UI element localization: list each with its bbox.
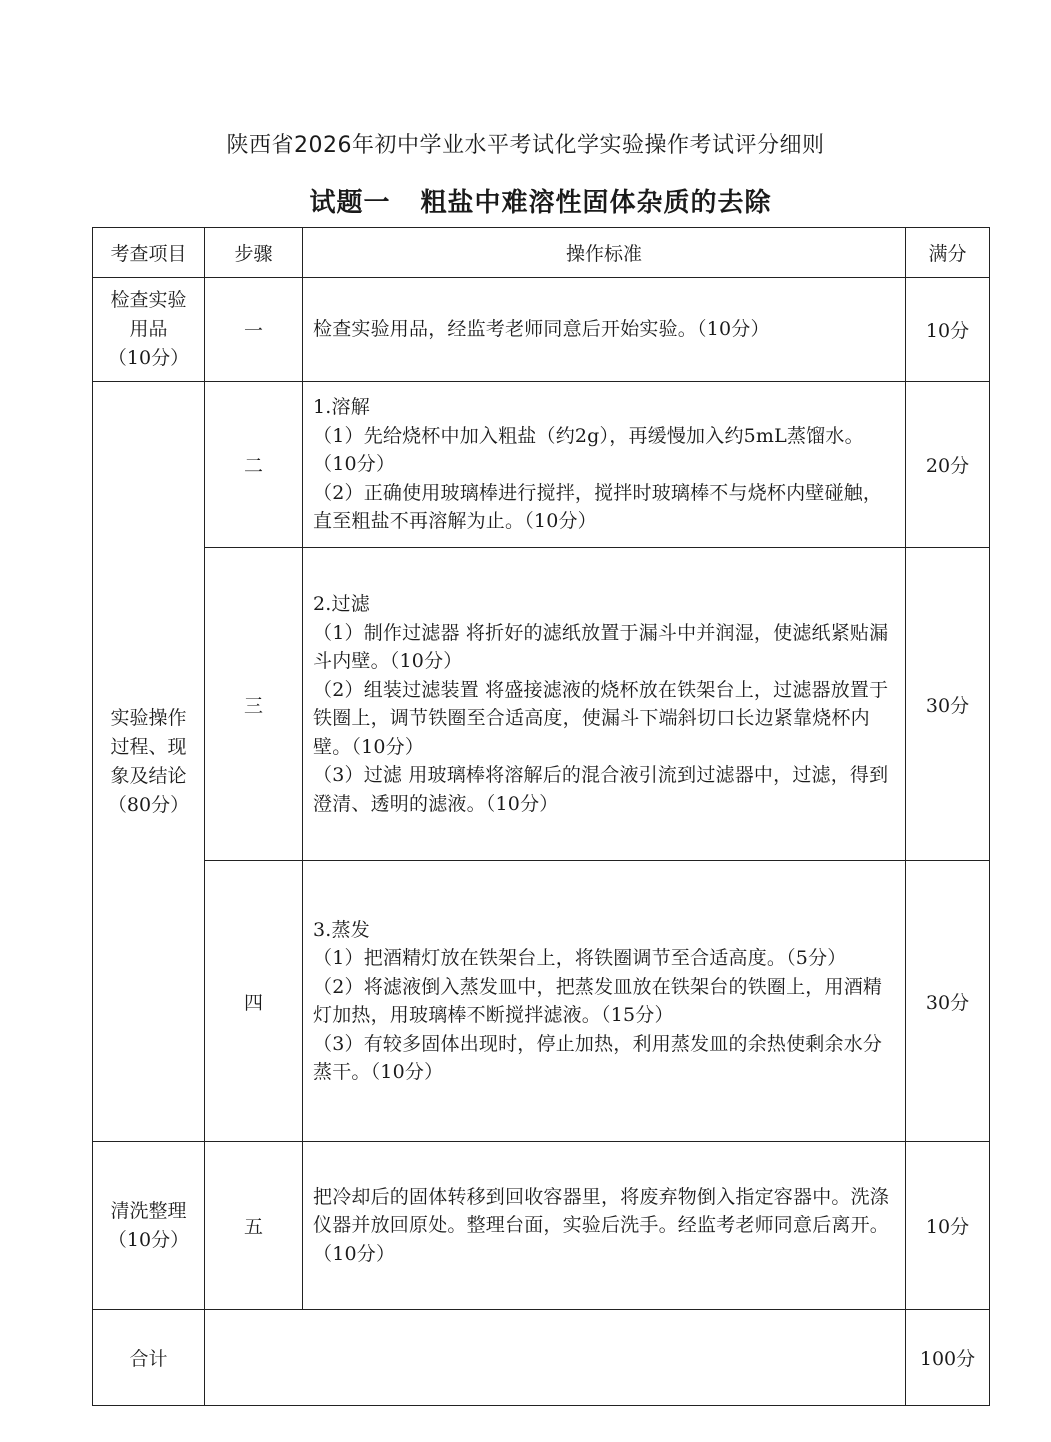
total-blank-cell	[205, 1310, 906, 1406]
step-cell: 三	[205, 548, 303, 861]
header-step: 步骤	[205, 228, 303, 278]
category-cell: 检查实验 用品 （10分）	[93, 278, 205, 382]
score-cell: 10分	[906, 1142, 990, 1310]
total-row	[93, 1310, 990, 1406]
table-row	[93, 861, 990, 1142]
score-cell: 30分	[906, 861, 990, 1142]
document-title: 陕西省2026年初中学业水平考试化学实验操作考试评分细则	[226, 133, 825, 158]
header-standard: 操作标准	[303, 228, 906, 278]
standard-cell: 把冷却后的固体转移到回收容器里，将废弃物倒入指定容器中。洗涤仪器并放回原处。整理台面，实验后洗手。经监考老师同意后离开。（10分）	[303, 1142, 906, 1310]
category-cell: 清洗整理 （10分）	[93, 1142, 205, 1310]
question-title	[0, 182, 1051, 219]
header-category: 考查项目	[93, 228, 205, 278]
table-row	[93, 278, 990, 382]
scoring-table	[92, 227, 990, 1406]
standard-cell: 3.蒸发 （1）把酒精灯放在铁架台上，将铁圈调节至合适高度。（5分） （2）将滤液倒入蒸发皿中，把蒸发皿放在铁架台的铁圈上，用酒精灯加热，用玻璃棒不断搅拌滤液。（15分） （3）有较多固体出现时，停止加热，利用蒸发皿的余热使剩余水分蒸干。（10分）	[303, 861, 906, 1142]
standard-cell: 2.过滤 （1）制作过滤器 将折好的滤纸放置于漏斗中并润湿，使滤纸紧贴漏斗内壁。（10分） （2）组装过滤装置 将盛接滤液的烧杯放在铁架台上，过滤器放置于铁圈上，调节铁圈至合适高度，使漏斗下端斜切口长边紧靠烧杯内壁。（10分） （3）过滤 用玻璃棒将溶解后的混合液引流到过滤器中，过滤，得到澄清、透明的滤液。（10分）	[303, 548, 906, 861]
step-cell: 一	[205, 278, 303, 382]
score-cell: 20分	[906, 382, 990, 548]
score-cell: 30分	[906, 548, 990, 861]
total-score: 100分	[906, 1310, 990, 1406]
standard-cell: 检查实验用品，经监考老师同意后开始实验。（10分）	[303, 278, 906, 382]
standard-cell: 1.溶解 （1）先给烧杯中加入粗盐（约2g），再缓慢加入约5mL蒸馏水。（10分） （2）正确使用玻璃棒进行搅拌，搅拌时玻璃棒不与烧杯内壁碰触，直至粗盐不再溶解为止。（10分）	[303, 382, 906, 548]
score-cell: 10分	[906, 278, 990, 382]
step-cell: 五	[205, 1142, 303, 1310]
question-number: 试题一	[309, 188, 391, 218]
step-cell: 四	[205, 861, 303, 1142]
table-row	[93, 548, 990, 861]
table-header-row	[93, 228, 990, 278]
table-row	[93, 1142, 990, 1310]
step-cell: 二	[205, 382, 303, 548]
question-topic: 粗盐中难溶性固体杂质的去除	[420, 188, 772, 218]
category-cell: 实验操作 过程、现 象及结论 （80分）	[93, 382, 205, 1142]
header-score: 满分	[906, 228, 990, 278]
table-row	[93, 382, 990, 548]
total-label: 合计	[93, 1310, 205, 1406]
